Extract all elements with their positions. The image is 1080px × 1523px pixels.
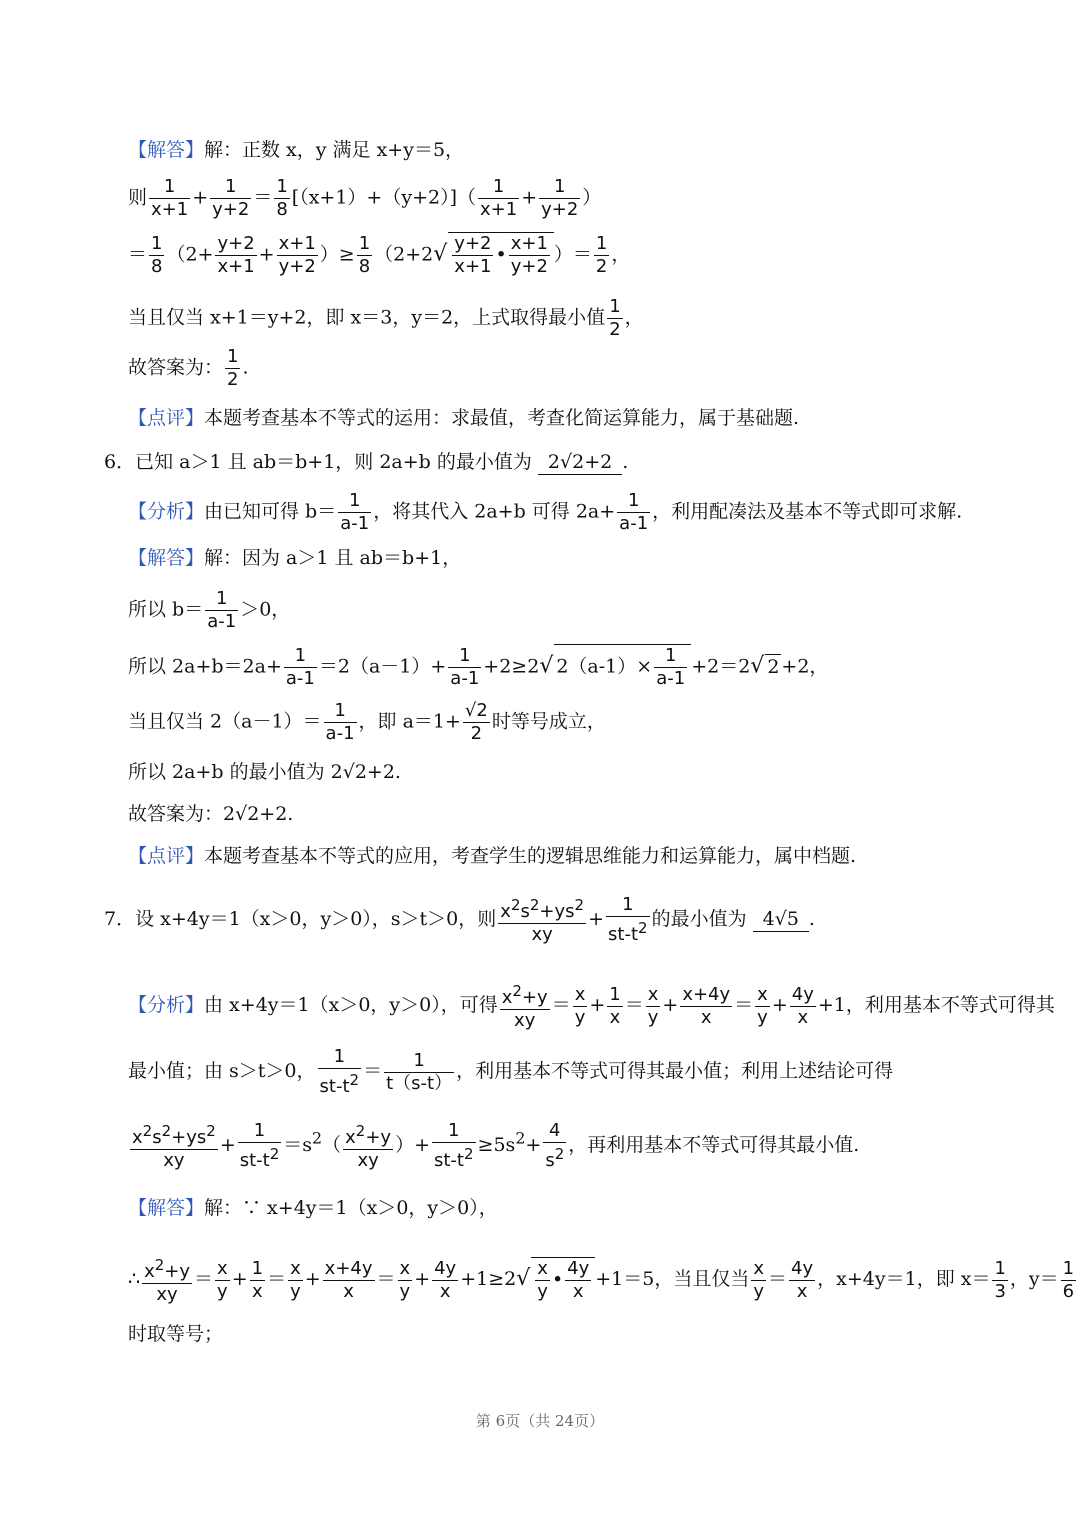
jieda-tag: 【解答】 bbox=[128, 547, 205, 569]
dianping-tag: 【点评】 bbox=[128, 845, 205, 867]
q6-sol2: 所以 b＝ $\frac{1}{a-1}$ ＞0， bbox=[128, 588, 291, 632]
q7-stem: 7．设 x+4y＝1（x＞0，y＞0），s＞t＞0，则 $\frac{x^2s^2+ys^2}{xy}$ + $\frac{1}{st-t^2}$ 的最小值为 4√5 . bbox=[104, 894, 815, 945]
q5-line4: 当且仅当 x+1＝y+2，即 x＝3，y＝2，上式取得最小值 $\frac{1}{2}$ ， bbox=[128, 296, 644, 340]
q7-sol1: 【解答】解：∵ x+4y＝1（x＞0，y＞0）， bbox=[128, 1197, 498, 1219]
q6-stem: 6．已知 a＞1 且 ab＝b+1，则 2a+b 的最小值为 2√2+2 . bbox=[104, 451, 629, 473]
q7-answer: 4√5 bbox=[753, 907, 809, 932]
q6-sol1: 【解答】解：因为 a＞1 且 ab＝b+1， bbox=[128, 547, 462, 569]
q5-comment: 【点评】本题考查基本不等式的运用：求最值，考查化简运算能力，属于基础题. bbox=[128, 407, 800, 429]
q6-sol4: 当且仅当 2（a－1）＝ $\frac{1}{a-1}$ ，即 a＝1+ $\frac{√2}{2}$ 时等号成立， bbox=[128, 700, 606, 744]
q5-line1: 【解答】解：正数 x，y 满足 x+y＝5， bbox=[128, 139, 465, 161]
q5-line5: 故答案为： $\frac{1}{2}$ . bbox=[128, 346, 249, 390]
q7-sol3: 时取等号； bbox=[128, 1323, 224, 1345]
q7-sol2: ∴ $\frac{x^2+y}{xy}$ ＝ $\frac{x}{y}$ + $\frac{1}{x}$ ＝ $\frac{x}{y}$ + $\frac{x+4y}{x}$ ＝ $\frac{x}{y}$ + $\frac{4y}{x}$ +1≥2√ $\frac{x}{y}$ • $\frac{4y}{x}$ +1＝5，当且仅当 $\frac{x}{y}$ ＝ $\frac{4y}{x}$ ，x+4y＝1，即 x＝ $\frac{1}{3}$ ，y＝ $\frac{1}{6}$ bbox=[128, 1256, 1075, 1305]
fenxi-tag: 【分析】 bbox=[128, 994, 205, 1016]
jieda-tag: 【解答】 bbox=[128, 1197, 205, 1219]
q6-sol3: 所以 2a+b＝2a+ $\frac{1}{a-1}$ ＝2（a－1）+ $\frac{1}{a-1}$ +2≥2√ 2（a-1）× $\frac{1}{a-1}$ +2＝2√ 2 +2， bbox=[128, 645, 829, 689]
q5-line3: ＝ $\frac{1}{8}$ （2+ $\frac{y+2}{x+1}$ + $\frac{x+1}{y+2}$ ）≥ $\frac{1}{8}$ （2+2√ $\frac{y+2}{x+1}$ • $\frac{x+1}{y+2}$ ）＝ $\frac{1}{2}$ ， bbox=[128, 233, 631, 277]
q6-analysis: 【分析】由已知可得 b＝ $\frac{1}{a-1}$ ，将其代入 2a+b 可得 2a+ $\frac{1}{a-1}$ ，利用配凑法及基本不等式即可求解. bbox=[128, 490, 963, 534]
q6-answer: 2√2+2 bbox=[538, 450, 622, 475]
q6-sol5: 所以 2a+b 的最小值为 2√2+2. bbox=[128, 761, 401, 783]
dianping-tag: 【点评】 bbox=[128, 407, 205, 429]
q6-comment: 【点评】本题考查基本不等式的应用，考查学生的逻辑思维能力和运算能力，属中档题. bbox=[128, 845, 857, 867]
q6-sol6: 故答案为：2√2+2. bbox=[128, 803, 294, 825]
q7-analysis2: 最小值；由 s＞t＞0， $\frac{1}{st-t^2}$ ＝ $\frac{1}{t(s-t)}$ ，利用基本不等式可得其最小值；利用上述结论可得 bbox=[128, 1046, 894, 1097]
jieda-tag: 【解答】 bbox=[128, 139, 205, 161]
q7-analysis1: 【分析】由 x+4y＝1（x＞0，y＞0），可得 $\frac{x^2+y}{xy}$ ＝ $\frac{x}{y}$ + $\frac{1}{x}$ ＝ $\frac{x}{y}$ + $\frac{x+4y}{x}$ ＝ $\frac{x}{y}$ + $\frac{4y}{x}$ +1，利用基本不等式可得其 bbox=[128, 982, 1055, 1031]
q5-line2: 则 $\frac{1}{x+1}$ + $\frac{1}{y+2}$ ＝ $\frac{1}{8}$ [（x+1）+（y+2）]（ $\frac{1}{x+1}$ + $\frac{1}{y+2}$ ） bbox=[128, 176, 602, 220]
q7-analysis3: $\frac{x^2s^2+ys^2}{xy}$ + $\frac{1}{st-t^2}$ $=s^2$（ $\frac{x^2+y}{xy}$ ）+ $\frac{1}{st-t^2}$ $\ge 5s^2+$ $\frac{4}{s^2}$ ，再利用基本不等式可得其最小值. bbox=[132, 1120, 860, 1171]
page-footer: 第 6页（共 24页） bbox=[475, 1412, 605, 1430]
fenxi-tag: 【分析】 bbox=[128, 500, 205, 523]
